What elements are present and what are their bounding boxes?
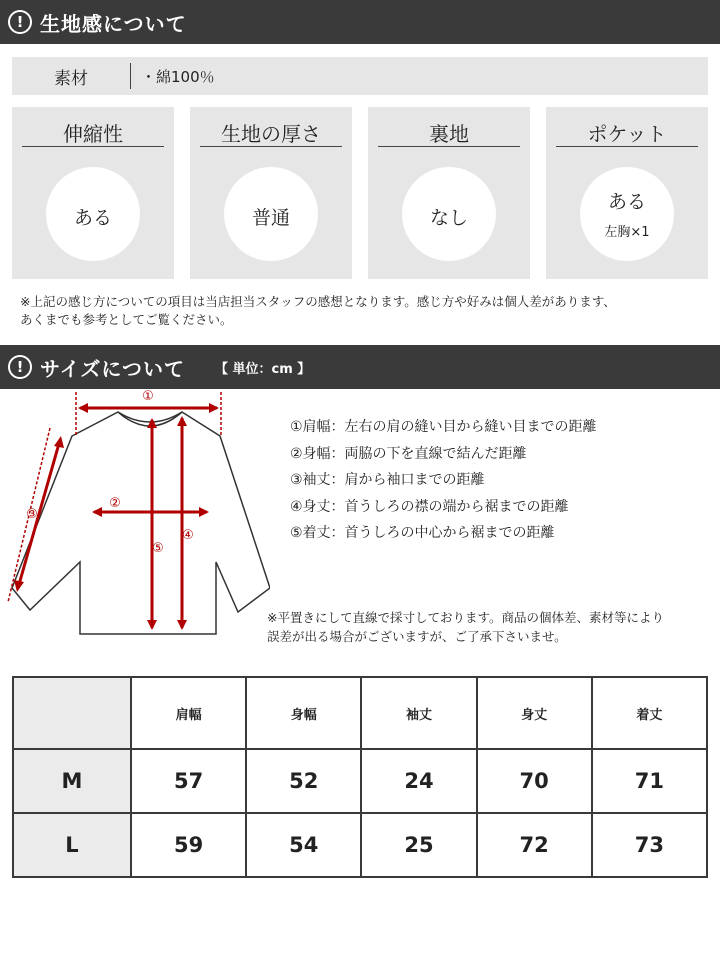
size-label: M (13, 749, 131, 813)
material-label: 素材 (54, 68, 88, 89)
table-row (13, 749, 707, 813)
table-cell: 52 (246, 749, 361, 813)
legend-item: ①肩幅：左右の肩の縫い目から縫い目までの距離 (290, 419, 597, 435)
measurement-note-line: 誤差が出る場合がございますが、ご了承下さいませ。 (267, 629, 567, 644)
table-header-row (13, 677, 707, 749)
header-shoulder: 肩幅 (131, 677, 246, 749)
table-cell: 25 (361, 813, 476, 877)
legend-item: ⑤着丈：首うしろの中心から裾までの距離 (290, 525, 555, 541)
header-total-length: 着丈 (592, 677, 707, 749)
card-value: 普通 (251, 207, 290, 229)
shirt-outline (12, 412, 270, 634)
card-thickness (190, 107, 352, 279)
fabric-section-header (0, 0, 720, 44)
exclamation-icon: ! (8, 10, 32, 34)
size-section-title: サイズについて (40, 356, 185, 381)
header-body-length: 身丈 (477, 677, 592, 749)
card-title: 伸縮性 (22, 118, 164, 147)
measurement-legend (290, 414, 597, 547)
table-cell: 70 (477, 749, 592, 813)
table-cell: 24 (361, 749, 476, 813)
size-label: L (13, 813, 131, 877)
card-title: ポケット (556, 118, 698, 147)
material-row (12, 57, 708, 95)
table-row (13, 813, 707, 877)
legend-item: ④身丈：首うしろの襟の端から裾までの距離 (290, 498, 569, 515)
unit-label: 【 単位：cm 】 (215, 361, 311, 377)
fabric-note-line: ※上記の感じ方についての項目は当店担当スタッフの感想となります。感じ方や好みは個人差があります、 (20, 294, 616, 309)
legend-item: ③袖丈：肩から袖口までの距離 (290, 472, 485, 488)
measurement-note (267, 608, 664, 646)
table-cell: 72 (477, 813, 592, 877)
card-lining (368, 107, 530, 279)
card-value: なし (429, 207, 468, 229)
material-divider (130, 63, 131, 89)
legend-item: ②身幅：両脇の下を直線で結んだ距離 (290, 445, 527, 462)
measurement-note-line: ※平置きにして直線で採寸しております。商品の個体差、素材等により (267, 610, 664, 625)
marker-body-length: ④ (182, 528, 194, 543)
card-pocket (546, 107, 708, 279)
shirt-diagram (0, 388, 270, 650)
table-cell: 59 (131, 813, 246, 877)
marker-total-length: ⑤ (152, 541, 164, 556)
card-subvalue: 左胸×1 (604, 225, 650, 240)
card-circle (580, 167, 674, 261)
marker-shoulder: ① (142, 389, 154, 404)
fabric-note (20, 293, 616, 329)
exclamation-icon: ! (8, 355, 32, 379)
card-value: ある (73, 207, 112, 229)
table-cell: 54 (246, 813, 361, 877)
table-cell: 71 (592, 749, 707, 813)
table-corner-cell (13, 677, 131, 749)
material-value: ・綿100％ (141, 67, 215, 86)
card-stretch (12, 107, 174, 279)
size-section-header (0, 345, 720, 389)
fabric-note-line: あくまでも参考としてご覧ください。 (20, 312, 233, 327)
marker-width: ② (109, 496, 121, 511)
header-width: 身幅 (246, 677, 361, 749)
table-cell: 57 (131, 749, 246, 813)
card-title: 裏地 (378, 118, 520, 147)
size-table (12, 676, 708, 878)
card-value: ある (607, 191, 646, 213)
table-cell: 73 (592, 813, 707, 877)
fabric-section-title: 生地感について (40, 11, 187, 36)
header-sleeve: 袖丈 (361, 677, 476, 749)
marker-sleeve: ③ (26, 507, 38, 522)
card-title: 生地の厚さ (200, 118, 342, 147)
